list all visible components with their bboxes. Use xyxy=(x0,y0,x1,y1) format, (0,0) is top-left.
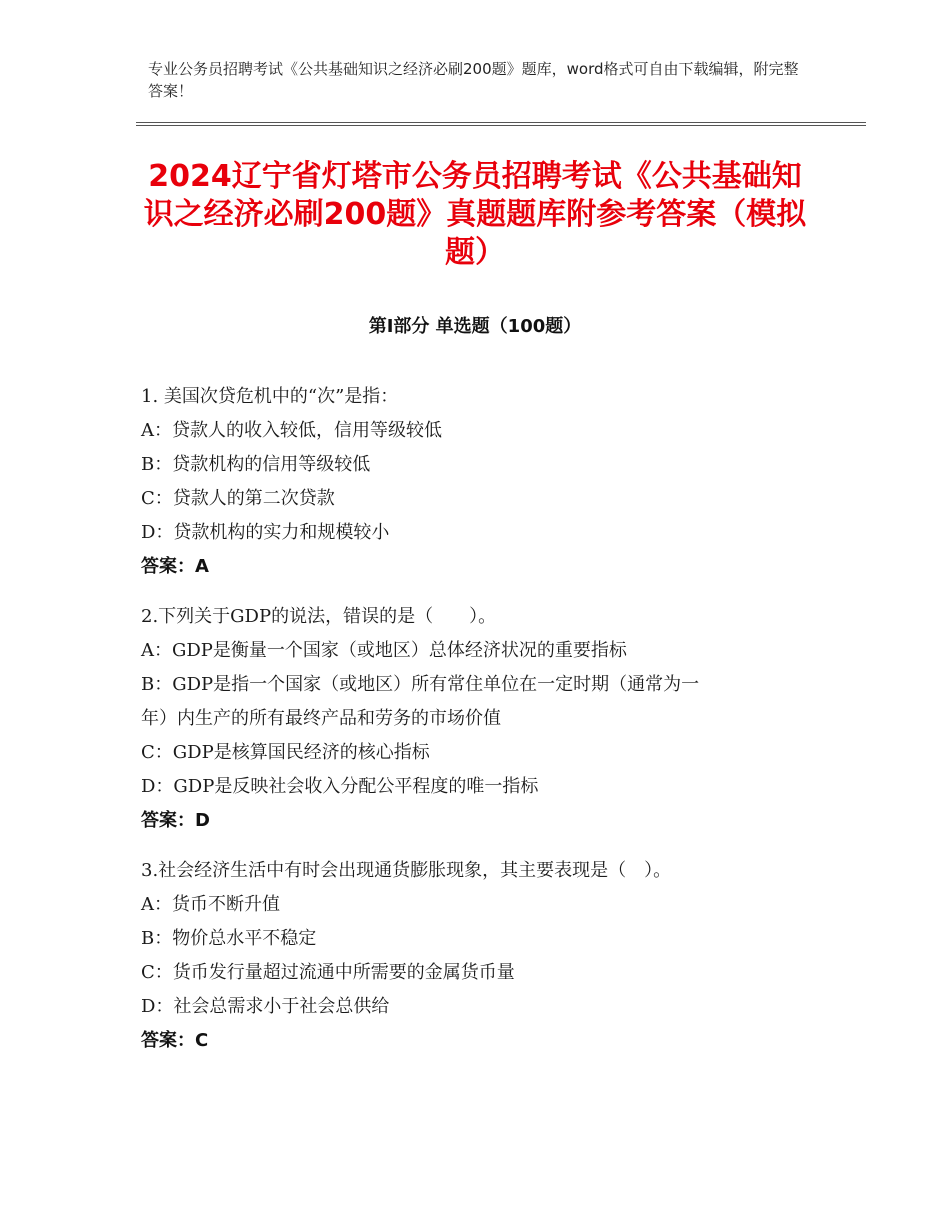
option-b: B：物价总水平不稳定 xyxy=(141,928,317,949)
header-note: 专业公务员招聘考试《公共基础知识之经济必刷200题》题库，word格式可自由下载编辑，附完整答案！ xyxy=(148,60,799,100)
option-d: D：贷款机构的实力和规模较小 xyxy=(141,522,390,543)
section-title: 第Ⅰ部分 单选题（100题） xyxy=(368,316,582,337)
answer-line: 答案：A xyxy=(141,556,209,577)
answer-line: 答案：C xyxy=(141,1030,209,1051)
option-c: C：GDP是核算国民经济的核心指标 xyxy=(141,742,430,763)
question-3 xyxy=(141,854,806,1058)
question-stem: 3.社会经济生活中有时会出现通货膨胀现象，其主要表现是（ ）。 xyxy=(141,860,672,881)
question-stem: 2.下列关于GDP的说法，错误的是（ ）。 xyxy=(141,606,497,627)
answer-line: 答案：D xyxy=(141,810,210,831)
option-b: B：贷款机构的信用等级较低 xyxy=(141,454,371,475)
option-c: C：货币发行量超过流通中所需要的金属货币量 xyxy=(141,962,515,983)
option-a: A：贷款人的收入较低，信用等级较低 xyxy=(141,420,442,441)
question-1 xyxy=(141,380,806,584)
option-a: A：GDP是衡量一个国家（或地区）总体经济状况的重要指标 xyxy=(141,640,627,661)
question-list xyxy=(141,380,806,1074)
question-stem: 1. 美国次贷危机中的“次”是指： xyxy=(141,386,399,407)
option-a: A：货币不断升值 xyxy=(141,894,280,915)
option-d: D：社会总需求小于社会总供给 xyxy=(141,996,390,1017)
option-b-continued: 年）内生产的所有最终产品和劳务的市场价值 xyxy=(141,708,501,729)
option-d: D：GDP是反映社会收入分配公平程度的唯一指标 xyxy=(141,776,539,797)
header-divider xyxy=(136,122,866,126)
option-b: B：GDP是指一个国家（或地区）所有常住单位在一定时期（通常为一 xyxy=(141,674,700,695)
question-2 xyxy=(141,600,806,838)
document-title: 2024辽宁省灯塔市公务员招聘考试《公共基础知识之经济必刷200题》真题题库附参考答案（模拟题） xyxy=(143,159,807,270)
option-c: C：贷款人的第二次贷款 xyxy=(141,488,335,509)
